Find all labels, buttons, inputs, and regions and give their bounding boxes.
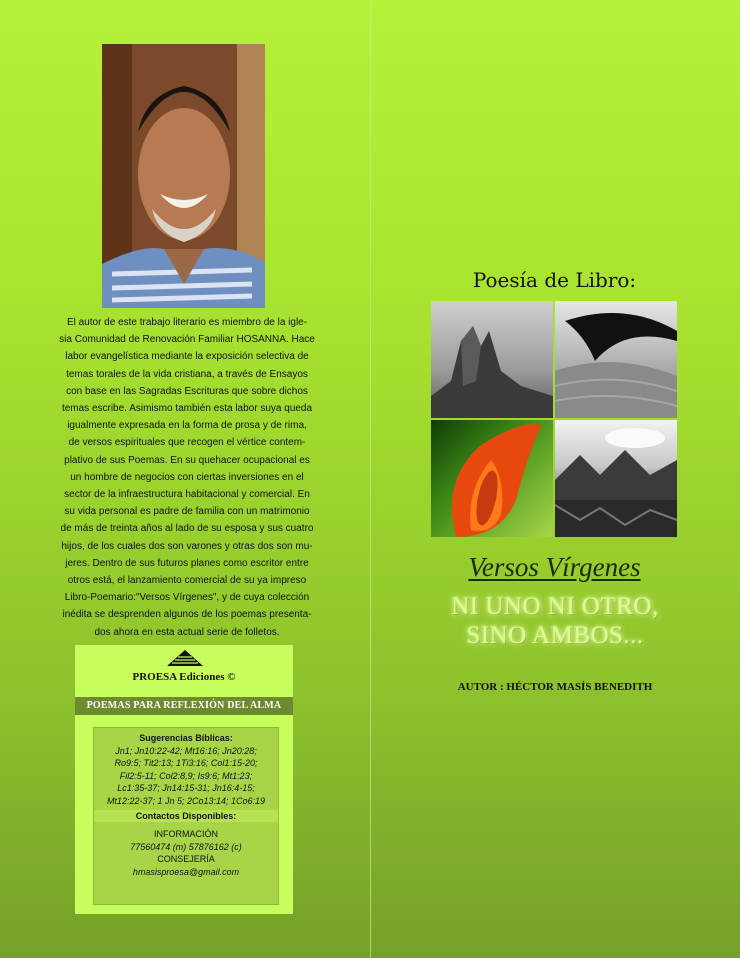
info-box	[93, 727, 279, 905]
cover-collage	[431, 301, 678, 538]
bible-references	[94, 745, 278, 807]
bio-line: Libro-Poemario:"Versos Vírgenes", y de cuya colección	[64, 592, 310, 604]
contacts-heading: Contactos Disponibles:	[94, 810, 278, 822]
publisher-box	[75, 645, 293, 914]
bio-line: plativo de sus Poemas. En su quehacer ocupacional es	[64, 454, 310, 466]
bio-line: sia Comunidad de Renovación Familiar HOSANNA. Hace	[59, 334, 315, 346]
bio-line: temas torales de la vida cristiana, a través de Ensayos	[66, 368, 308, 380]
bio-line: labor evangelística mediante la exposición selectiva de	[65, 351, 309, 363]
book-heading: Poesía de Libro:	[472, 268, 637, 292]
author-credit: AUTOR : HÉCTOR MASÍS BENEDITH	[457, 681, 653, 693]
fold-line	[370, 0, 371, 958]
sand-dune-image	[555, 301, 677, 418]
reference-line: Mt12:22-37; 1 Jn 5; 2Co13:14; 1Co6:19	[106, 795, 266, 806]
slogan	[405, 592, 705, 650]
bio-line: de versos espirituales que recogen el vértice contem-	[68, 437, 306, 449]
mountain-lake-image	[555, 420, 677, 537]
bio-line: otros está, el lanzamiento comercial de su ya impreso	[67, 575, 307, 587]
bio-line: de más de treinta años al lado de su esposa y sus cuatro	[60, 523, 314, 535]
bio-line: con base en las Sagradas Escrituras que sobre dichos	[66, 385, 308, 397]
bio-line: dos ahora en esta actual serie de folletos.	[94, 626, 280, 638]
book-title: Versos Vírgenes	[468, 552, 641, 582]
bio-line: sector de la infraestructura habitacional y comercial. En	[64, 489, 310, 501]
info-label: INFORMACIÓN	[154, 829, 218, 840]
publisher-band: POEMAS PARA REFLEXIÓN DEL ALMA	[75, 697, 293, 715]
reference-line: Fil2:5-11; Col2:8,9; Is9:6; Mt1:23;	[119, 770, 253, 781]
publisher-name: PROESA Ediciones ©	[132, 671, 236, 683]
reference-line: Ro9:5; Tit2:13; 1Ti3:16; Col1:15-20;	[114, 758, 258, 769]
suggestions-heading: Sugerencias Bíblicas:	[139, 733, 233, 743]
bio-line: temas escribe. Asimismo también esta labor suya queda	[61, 403, 313, 415]
contacts	[94, 828, 278, 878]
author-photo	[102, 44, 265, 308]
email-address: hmasisproesa@gmail.com	[132, 866, 240, 877]
bio-line: igualmente expresada en la forma de prosa y de rima,	[67, 420, 307, 432]
bio-line: El autor de este trabajo literario es miembro de la igle-	[66, 317, 308, 328]
bio-line: un hombre de negocios con ciertas inversiones en el	[70, 471, 304, 483]
counsel-label: CONSEJERÍA	[157, 854, 215, 865]
rock-tower-image	[431, 301, 553, 418]
slogan-line: SINO AMBOS...	[466, 622, 644, 649]
phone-numbers: 77560474 (m) 57876162 (c)	[130, 841, 242, 852]
slogan-line: NI UNO NI OTRO,	[451, 593, 659, 620]
publisher-logo-icon	[165, 648, 205, 668]
bio-line: inédita se desprenden algunos de los poemas presenta-	[62, 609, 312, 621]
reference-line: Lc1:35-37; Jn14:15-31; Jn16:4-15;	[117, 783, 255, 794]
bio-line: su vida personal es padre de familia con un matrimonio	[64, 506, 310, 518]
reference-line: Jn1; Jn10:22-42; Mt16:16; Jn20:28;	[115, 746, 257, 756]
author-bio	[44, 314, 330, 641]
bio-line: jeres. Dentro de sus futuros planes como escritor entre	[65, 557, 309, 569]
bio-line: hijos, de los cuales dos son varones y otras dos son mu-	[61, 540, 313, 552]
calla-lily-image	[431, 420, 553, 537]
